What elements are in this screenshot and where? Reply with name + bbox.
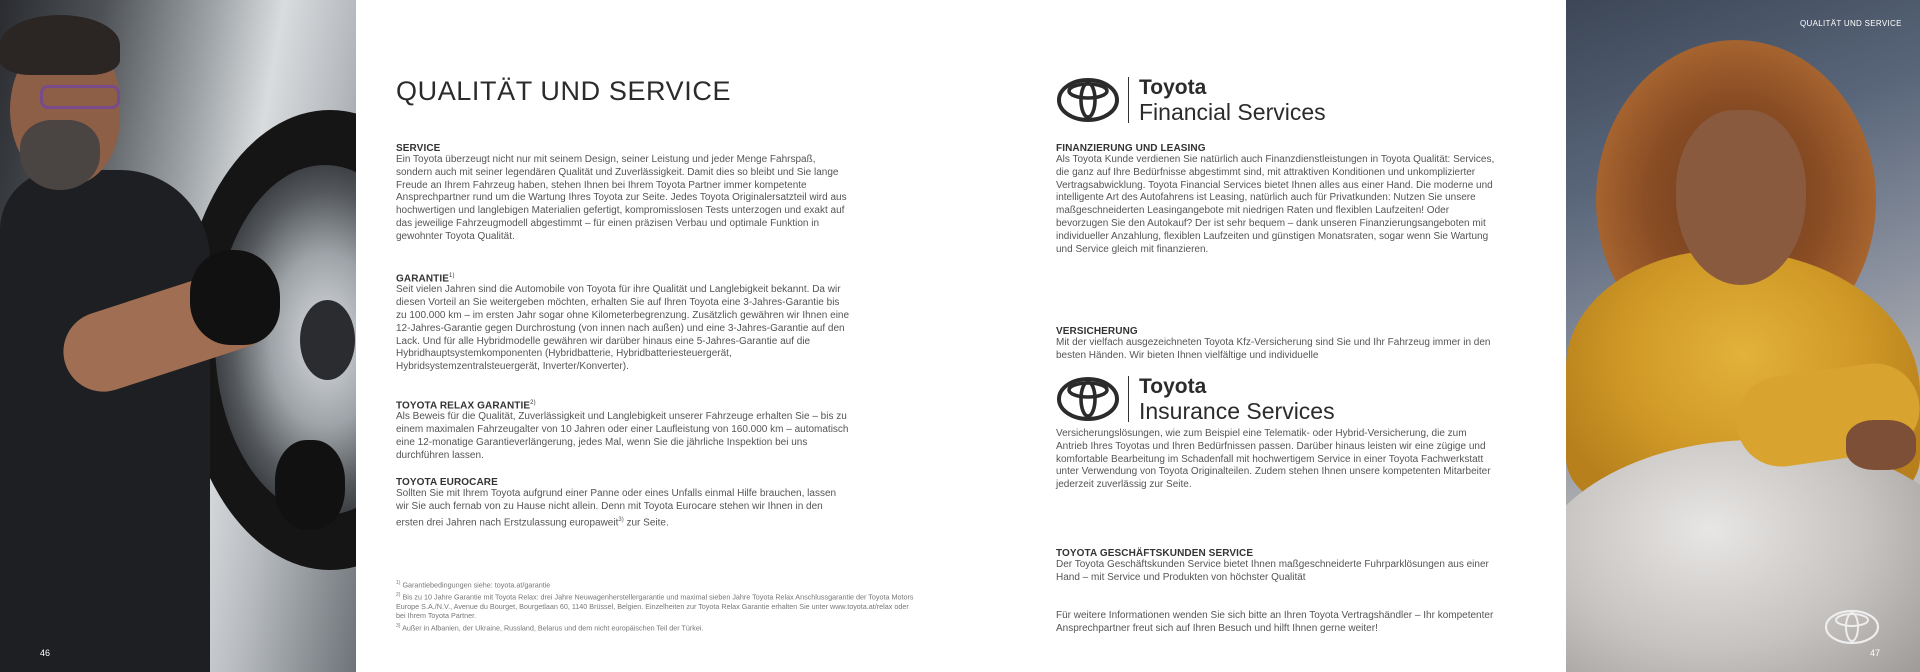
contact-text: Für weitere Informationen wenden Sie sich bitte an Ihren Toyota Vertragshändler – Ihr kompetenter Ansprechpartner freut sich auf Ihren Besuch und hilft Ihnen gerne weiter!	[1056, 610, 1494, 634]
toyota-emblem-icon	[1056, 77, 1120, 123]
brand-subtitle: Financial Services	[1139, 99, 1326, 125]
page-number-right: 47	[1870, 648, 1881, 658]
mechanic-photo	[0, 0, 356, 672]
footnotes	[396, 579, 916, 634]
section-insurance	[1056, 326, 1496, 363]
mechanic-glove	[190, 250, 280, 345]
toyota-insurance-services-logo	[1056, 375, 1335, 423]
running-head: QUALITÄT UND SERVICE	[1800, 19, 1902, 28]
section-body: Ein Toyota überzeugt nicht nur mit seinem Design, seiner Leistung und jeder Menge Fahrspaß, sondern auch mit seiner legendären Qualität und Zuverlässigkeit. Damit dies so bleibt und Sie lange Freude an Ihrem Fahrzeug haben, stehen Ihnen bei Ihrem Toyota Partner immer kompetente Ansprechpartner rund um die Wartung Ihres Toyota zur Seite. Jedes Toyota Originalersatzteil wird aus hochwertigen und langlebigen Materialien gefertigt, kompromisslosen Tests unterzogen und exakt auf das jeweilige Fahrzeugmodell abgestimmt – für einen präzisen Verbau und optimale Funktion in gewohnter Toyota Qualität.	[396, 154, 847, 242]
section-eurocare	[396, 477, 851, 530]
woman-hand	[1846, 420, 1916, 470]
section-service	[396, 143, 851, 244]
section-body: Seit vielen Jahren sind die Automobile von Toyota für ihre Qualität und Langlebigkeit bekannt. Da wir diesen Vorteil an Sie weitergeben möchten, erhalten Sie auf Ihren Toyota eine 3-Jahres-Garantie bis zu 100.000 km – im ersten Jahr sogar ohne Kilometerbegrenzung. Zusätzlich gewähren wir Ihnen eine 12-Jahres-Garantie gegen Durchrostung (von innen nach außen) und eine 3-Jahres-Garantie auf den Lack. Und für alle Hybridmodelle gewähren wir darüber hinaus eine 5-Jahres-Garantie auf die Hybridhauptsystemkomponenten (Hybridbatterie, Hybridbatteriesteuergerät, Hybridsystemzentralsteuergerät, Inverter/Konverter).	[396, 284, 850, 373]
section-insurance-continued	[1056, 428, 1496, 492]
page-number-left: 46	[40, 648, 51, 658]
section-heading: SERVICE	[396, 143, 441, 154]
section-relax-garantie	[396, 400, 851, 463]
logo-divider	[1128, 376, 1129, 422]
logo-divider	[1128, 77, 1129, 123]
footnote: $^{3)}$ Außer in Albanien, der Ukraine, Russland, Belarus und dem nicht europäischen Teil der Türkei.	[396, 622, 704, 633]
brand-subtitle: Insurance Services	[1139, 398, 1335, 424]
wheel-hub	[300, 300, 355, 380]
car-badge-icon	[1822, 607, 1882, 647]
section-heading: TOYOTA GESCHÄFTSKUNDEN SERVICE	[1056, 548, 1254, 559]
section-body: Versicherungslösungen, wie zum Beispiel eine Telematik- oder Hybrid-Versicherung, die zum Antrieb Ihres Toyotas und Ihren Bedürfnissen passen. Darüber hinaus leisten wir eine zügige und komfortable Bearbeitung im Schadenfall mit hochwertigem Service in einer Toyota Fachwerkstatt unter Verwendung von Toyota Originalteilen. Zudem stehen Ihnen unsere kompetenten Mitarbeiter jederzeit zuverlässig zur Seite.	[1056, 428, 1491, 491]
section-body: Mit der vielfach ausgezeichneten Toyota Kfz-Versicherung sind Sie und Ihr Fahrzeug immer in den besten Händen. Wir bieten Ihnen vielfältige und individuelle	[1056, 337, 1491, 361]
mechanic-hair	[0, 15, 120, 75]
mechanic-body	[0, 170, 210, 672]
section-heading: GARANTIE$^{1)}$	[396, 273, 455, 285]
footnote: $^{1)}$ Garantiebedingungen siehe: toyota.at/garantie	[396, 580, 551, 590]
brand-name: Toyota	[1139, 76, 1207, 99]
section-financing	[1056, 143, 1496, 256]
section-business	[1056, 548, 1496, 585]
section-heading: FINANZIERUNG UND LEASING	[1056, 143, 1206, 154]
section-body: Sollten Sie mit Ihrem Toyota aufgrund einer Panne oder eines Unfalls einmal Hilfe brauchen, lassen wir Sie auch fernab von zu Hause nicht allein. Denn mit Toyota Eurocare stehen wir Ihnen in den ersten drei Jahren nach Erstzulassung europaweit$^{3)}$ zur Seite.	[396, 488, 837, 528]
section-heading: VERSICHERUNG	[1056, 326, 1138, 337]
section-body: Als Beweis für die Qualität, Zuverlässigkeit und Langlebigkeit unserer Fahrzeuge erhalten Sie – bis zu einem maximalen Fahrzeugalter von 10 Jahren oder einer Laufleistung von 160.000 km – automatisch eine 12-monatige Garantieverlängerung, jedes Mal, wenn Sie die jährliche Inspektion bei uns durchführen lassen.	[396, 411, 849, 461]
section-heading: TOYOTA EUROCARE	[396, 477, 498, 488]
mechanic-beard	[20, 120, 100, 190]
woman-photo	[1566, 0, 1920, 672]
mechanic-glove-lower	[275, 440, 345, 530]
section-body: Als Toyota Kunde verdienen Sie natürlich auch Finanzdienstleistungen in Toyota Qualität: Services, die ganz auf Ihre Bedürfnisse abgestimmt sind, mit attraktiven Konditionen und unkomplizierter Vertragsabwicklung. Toyota Financial Services bietet Ihnen alles aus einer Hand. Die moderne und intelligente Art des Autofahrens ist Leasing, natürlich auch für Privatkunden: Nutzen Sie unsere maßgeschneiderten Leasingangebote mit niedrigen Raten und flexiblen Laufzeiten! Oder bevorzugen Sie den Autokauf? Der ist sehr bequem – dank unseren Finanzierungsangeboten mit individueller Anzahlung, flexiblen Laufzeiten und günstigen Monatsraten, sogar wenn Sie Wartung und Service gleich mit finanzieren.	[1056, 154, 1495, 255]
woman-face	[1676, 110, 1806, 285]
toyota-financial-services-logo	[1056, 76, 1326, 124]
footnote: $^{2)}$ Bis zu 10 Jahre Garantie mit Toyota Relax: drei Jahre Neuwagenherstellergarantie und maximal sieben Jahre Toyota Relax Anschlussgarantie der Toyota Motors Europe S.A./N.V., Avenue du Bourget, Bourgetlaan 60, 1140 Brüssel, Belgien. Einzelheiten zur Toyota Relax Garantie erhalten Sie unter www.toyota.at/relax oder bei Ihrem Toyota Partner.	[396, 592, 914, 620]
contact-note	[1056, 610, 1496, 636]
safety-glasses	[40, 85, 120, 109]
page-title: QUALITÄT UND SERVICE	[396, 76, 732, 106]
brand-name: Toyota	[1139, 375, 1207, 398]
section-garantie	[396, 273, 851, 374]
section-heading: TOYOTA RELAX GARANTIE$^{2)}$	[396, 400, 536, 412]
toyota-emblem-icon	[1056, 376, 1120, 422]
section-body: Der Toyota Geschäftskunden Service bietet Ihnen maßgeschneiderte Fuhrparklösungen aus einer Hand – mit Service und Produkten von höchster Qualität	[1056, 559, 1489, 583]
